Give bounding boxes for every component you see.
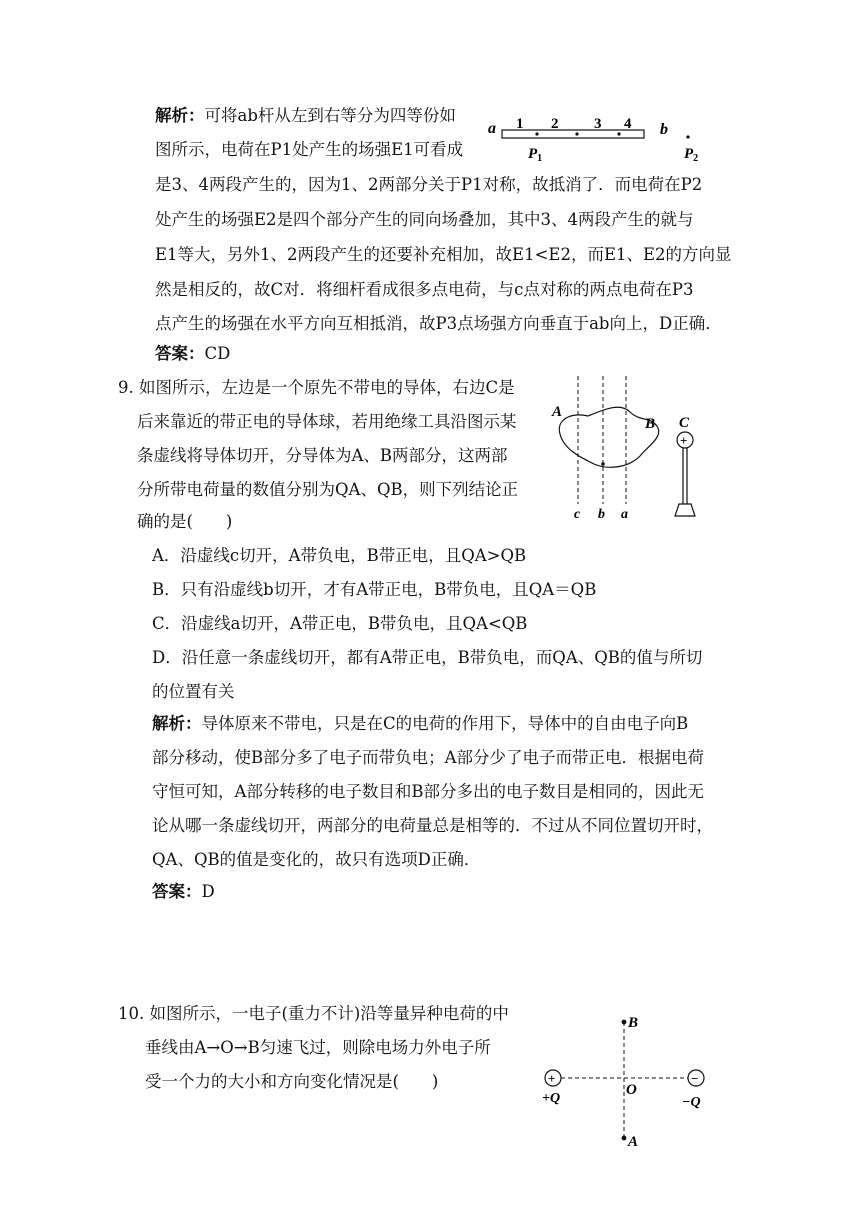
solution-heading: 解析： — [155, 106, 205, 125]
q9-option-c[interactable] — [152, 614, 527, 634]
q10-stem-1: 如图所示，一电子(重力不计)沿等量异种电荷的中 — [149, 1004, 509, 1023]
conductor-point — [601, 462, 605, 466]
q9-option-d[interactable] — [152, 648, 702, 668]
q9-sol-3: 守恒可知，A部分转移的电子数目和B部分多出的电子数目是相同的，因此无 — [152, 782, 705, 801]
option-d-text: 沿任意一条虚线切开，都有A带正电，B带负电，而QA、QB的值与所切 — [181, 648, 703, 667]
sphere-sign: + — [680, 433, 688, 448]
q9-option-a[interactable] — [152, 546, 526, 566]
point-A — [622, 1136, 627, 1141]
label-B: B — [645, 416, 656, 432]
line-label-a: a — [621, 507, 628, 522]
label-point-A: A — [628, 1134, 639, 1150]
sol8-line-1 — [155, 106, 456, 126]
answer-label: 答案： — [155, 344, 205, 363]
segment-4: 4 — [624, 116, 632, 132]
option-a-text: 沿虚线c切开，A带负电，B带正电，且QA>QB — [180, 546, 527, 565]
conductor-body — [559, 407, 658, 467]
rod-point-mid — [575, 132, 578, 135]
q10-number: 10. — [118, 1004, 145, 1023]
option-b-text: 只有沿虚线b切开，才有A带正电，B带负电，且QA＝QB — [180, 580, 597, 599]
sol8-answer — [155, 344, 230, 364]
segment-3: 3 — [594, 116, 602, 132]
rod-end-b: b — [660, 121, 668, 138]
option-c-text: 沿虚线a切开，A带正电，B带负电，且QA<QB — [181, 614, 528, 633]
point-B — [622, 1020, 627, 1025]
q9-number: 9. — [118, 378, 134, 397]
q10-stem-3: 受一个力的大小和方向变化情况是( ) — [145, 1072, 439, 1091]
sol8-line-6: 然是相反的，故C对．将细杆看成很多点电荷，与c点对称的两点电荷在P3 — [155, 280, 694, 299]
option-c-label: C． — [152, 614, 182, 633]
negative-sign: − — [691, 1071, 699, 1086]
q9-stem-2: 后来靠近的带正电的导体球，若用绝缘工具沿图示某 — [137, 412, 517, 431]
option-a-label: A． — [152, 546, 181, 565]
rod-figure — [484, 108, 714, 166]
q9-answer — [152, 882, 215, 902]
q9-stem-4: 分所带电荷量的数值分别为QA、QB，则下列结论正 — [137, 480, 519, 499]
segment-2: 2 — [551, 116, 559, 132]
answer-value: CD — [204, 344, 231, 363]
rod-point-p1 — [535, 132, 538, 135]
sol8-line-4: 处产生的场强E2是四个部分产生的同向场叠加，其中3、4两段产生的就与 — [155, 210, 694, 229]
q9-option-d-cont: 的位置有关 — [152, 682, 235, 701]
q9-stem-3: 条虚线将导体切开，分导体为A、B两部分，这两部 — [137, 446, 508, 465]
rod-point-3 — [617, 132, 620, 135]
label-pos-charge: +Q — [542, 1091, 561, 1106]
sol8-text-1: 可将ab杆从左到右等分为四等份如 — [204, 106, 456, 125]
point-p2-dot — [686, 135, 689, 138]
line-label-c: c — [574, 507, 581, 522]
q9-answer-value: D — [201, 882, 215, 901]
sol8-line-7: 点产生的场强在水平方向互相抵消，故P3点场强方向垂直于ab向上，D正确． — [155, 314, 722, 333]
segment-1: 1 — [516, 116, 524, 132]
sol8-line-2: 图所示，电荷在P1处产生的场强E1可看成 — [155, 140, 464, 159]
q9-solution-heading: 解析： — [152, 714, 202, 733]
positive-sign: + — [548, 1071, 556, 1086]
rod-end-a: a — [488, 120, 496, 137]
q9-sol-1 — [152, 714, 688, 734]
line-label-b: b — [598, 507, 605, 522]
q9-sol-5: QA、QB的值是变化的，故只有选项D正确． — [152, 850, 481, 869]
label-point-B: B — [628, 1015, 639, 1031]
label-neg-charge: −Q — [682, 1095, 701, 1110]
stand-base — [675, 504, 695, 516]
q9-sol-text-1: 导体原来不带电，只是在C的电荷的作用下，导体中的自由电子向B — [201, 714, 689, 733]
q9-stem-5: 确的是( ) — [137, 512, 233, 531]
q9-sol-4: 论从哪一条虚线切开，两部分的电荷量总是相等的．不过从不同位置切开时， — [152, 816, 713, 835]
dipole-figure — [536, 1008, 716, 1154]
label-A: A — [552, 404, 563, 420]
q9-option-b[interactable] — [152, 580, 596, 600]
label-p2: $P_2$ — [684, 146, 699, 164]
q9-sol-2: 部分移动，使B部分多了电子而带负电；A部分少了电子而带正电．根据电荷 — [152, 748, 705, 767]
sol8-line-3: 是3、4两段产生的，因为1、2两部分关于P1对称，故抵消了．而电荷在P2 — [155, 175, 703, 194]
option-d-label: D． — [152, 648, 182, 667]
q9-answer-label: 答案： — [152, 882, 202, 901]
q9-stem-1: 如图所示，左边是一个原先不带电的导体，右边C是 — [139, 378, 515, 397]
q10-stem-2: 垂线由A→O→B匀速飞过，则除电场力外电子所 — [145, 1038, 491, 1057]
q9-line-1 — [118, 378, 515, 398]
conductor-figure — [548, 372, 718, 522]
q10-line-1 — [118, 1004, 509, 1024]
sol8-line-5: E1等大，另外1、2两段产生的还要补充相加，故E1<E2，而E1、E2的方向显 — [155, 245, 732, 264]
option-b-label: B． — [152, 580, 181, 599]
label-O: O — [626, 1082, 637, 1098]
label-p1: $P_1$ — [528, 146, 543, 164]
label-C: C — [679, 415, 690, 431]
